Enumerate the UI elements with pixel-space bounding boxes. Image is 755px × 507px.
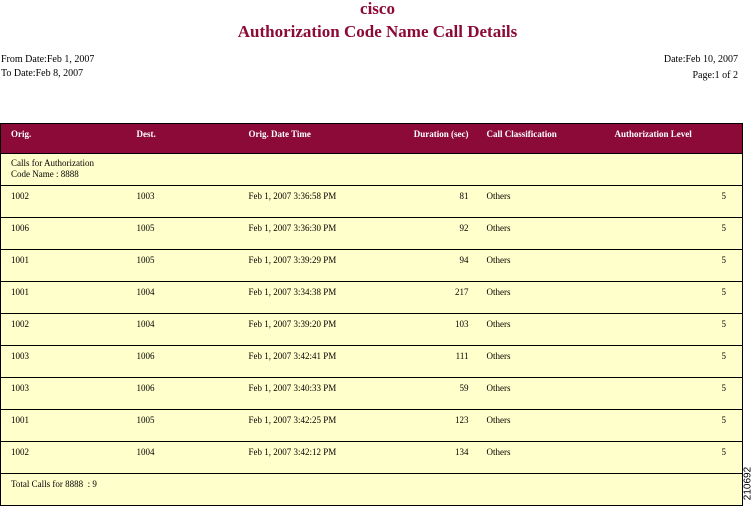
cell-duration: 81: [363, 186, 477, 218]
table-row: [1, 378, 743, 410]
cell-authorization-level: 5: [605, 346, 743, 378]
cell-orig: 1002: [1, 314, 127, 346]
cell-orig-date-time: Feb 1, 2007 3:39:29 PM: [239, 250, 363, 282]
cell-authorization-level: 5: [605, 442, 743, 474]
cell-call-classification: Others: [477, 282, 605, 314]
column-header-dest: Dest.: [127, 124, 239, 154]
group-label-line1: Calls for Authorization: [11, 158, 94, 168]
report-title: Authorization Code Name Call Details: [237, 22, 518, 41]
cell-orig: 1003: [1, 378, 127, 410]
cell-authorization-level: 5: [605, 314, 743, 346]
cell-dest: 1005: [127, 250, 239, 282]
total-row: [1, 474, 743, 506]
column-header-authorization-level: Authorization Level: [605, 124, 743, 154]
cell-orig: 1002: [1, 442, 127, 474]
column-header-orig: Orig.: [1, 124, 127, 154]
cell-call-classification: Others: [477, 250, 605, 282]
cell-authorization-level: 5: [605, 282, 743, 314]
cell-dest: 1006: [127, 346, 239, 378]
cell-dest: 1005: [127, 410, 239, 442]
cell-duration: 217: [363, 282, 477, 314]
group-label: [1, 154, 743, 186]
cell-orig-date-time: Feb 1, 2007 3:34:38 PM: [239, 282, 363, 314]
table-row: [1, 218, 743, 250]
report-date: Date:Feb 10, 2007: [663, 54, 738, 65]
cell-orig: 1001: [1, 282, 127, 314]
cell-call-classification: Others: [477, 410, 605, 442]
figure-number-text: 210692: [742, 466, 754, 501]
from-date: From Date:Feb 1, 2007: [1, 54, 95, 65]
cell-authorization-level: 5: [605, 218, 743, 250]
group-label-line2: Code Name : 8888: [11, 169, 79, 179]
table-row: [1, 250, 743, 282]
table-row: [1, 346, 743, 378]
cell-dest: 1003: [127, 186, 239, 218]
cell-call-classification: Others: [477, 442, 605, 474]
cell-dest: 1004: [127, 314, 239, 346]
column-header-call-classification: Call Classification: [477, 124, 605, 154]
cell-authorization-level: 5: [605, 186, 743, 218]
group-row: [1, 154, 743, 186]
cell-orig-date-time: Feb 1, 2007 3:42:25 PM: [239, 410, 363, 442]
cell-orig-date-time: Feb 1, 2007 3:42:41 PM: [239, 346, 363, 378]
cell-dest: 1005: [127, 218, 239, 250]
cell-orig-date-time: Feb 1, 2007 3:36:30 PM: [239, 218, 363, 250]
total-calls-label: Total Calls for 8888 : 9: [1, 474, 743, 506]
cell-orig: 1003: [1, 346, 127, 378]
cell-orig: 1001: [1, 410, 127, 442]
table-row: [1, 186, 743, 218]
cell-orig: 1006: [1, 218, 127, 250]
table-header-row: [1, 124, 743, 154]
cell-duration: 111: [363, 346, 477, 378]
cell-authorization-level: 5: [605, 378, 743, 410]
column-header-duration: Duration (sec): [363, 124, 477, 154]
table-row: [1, 442, 743, 474]
cell-call-classification: Others: [477, 218, 605, 250]
cell-dest: 1004: [127, 282, 239, 314]
page-indicator: Page:1 of 2: [692, 70, 738, 81]
cell-orig-date-time: Feb 1, 2007 3:36:58 PM: [239, 186, 363, 218]
cell-orig-date-time: Feb 1, 2007 3:40:33 PM: [239, 378, 363, 410]
column-header-orig-date-time: Orig. Date Time: [239, 124, 363, 154]
cell-orig-date-time: Feb 1, 2007 3:42:12 PM: [239, 442, 363, 474]
cell-authorization-level: 5: [605, 410, 743, 442]
cell-call-classification: Others: [477, 346, 605, 378]
cell-duration: 134: [363, 442, 477, 474]
cell-call-classification: Others: [477, 186, 605, 218]
cisco-logo: cisco: [360, 0, 395, 18]
cell-duration: 103: [363, 314, 477, 346]
table-row: [1, 314, 743, 346]
table-row: [1, 282, 743, 314]
cell-call-classification: Others: [477, 314, 605, 346]
cell-dest: 1004: [127, 442, 239, 474]
cell-duration: 123: [363, 410, 477, 442]
cell-duration: 92: [363, 218, 477, 250]
cell-call-classification: Others: [477, 378, 605, 410]
cell-authorization-level: 5: [605, 250, 743, 282]
to-date: To Date:Feb 8, 2007: [1, 68, 84, 79]
cell-duration: 59: [363, 378, 477, 410]
table-row: [1, 410, 743, 442]
call-details-table: [0, 123, 743, 506]
cell-orig: 1002: [1, 186, 127, 218]
figure-number: [742, 463, 755, 507]
cell-orig-date-time: Feb 1, 2007 3:39:20 PM: [239, 314, 363, 346]
cell-dest: 1006: [127, 378, 239, 410]
cell-orig: 1001: [1, 250, 127, 282]
cell-duration: 94: [363, 250, 477, 282]
